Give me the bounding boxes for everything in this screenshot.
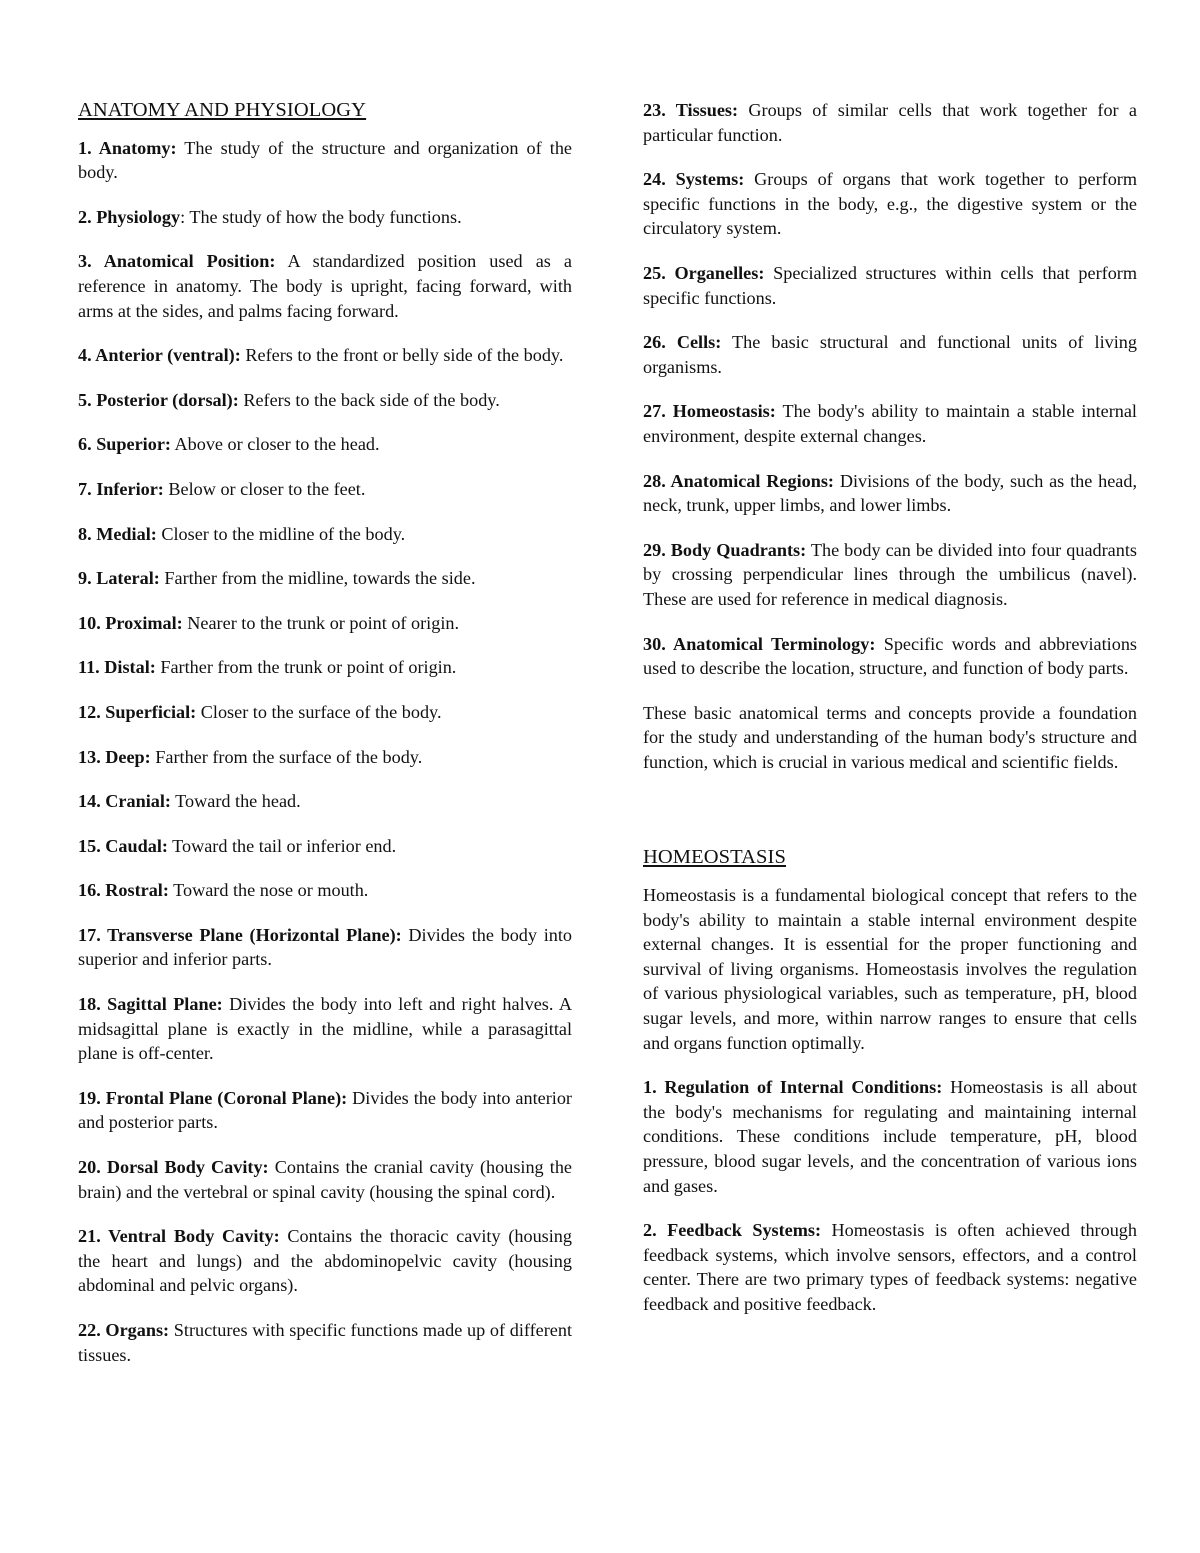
definition-entry: [78, 700, 572, 725]
term-label: 11. Distal:: [78, 657, 156, 678]
definition-entry: [78, 136, 572, 185]
term-label: 16. Rostral:: [78, 880, 169, 901]
term-label: 21. Ventral Body Cavity:: [78, 1226, 280, 1247]
right-column: [643, 98, 1137, 1337]
definition-entry: [78, 923, 572, 972]
definition-entry: [78, 878, 572, 903]
term-definition: Groups of organs that work together to perform specific functions in the body, e.g., the digestive system or the circulatory system.: [643, 169, 1137, 239]
term-label: 27. Homeostasis:: [643, 401, 776, 422]
definition-entry: [78, 205, 572, 230]
term-label: 4. Anterior (ventral):: [78, 345, 241, 366]
closing-paragraph: These basic anatomical terms and concepts provide a foundation for the study and understanding of the human body's structure and function, which is crucial in various medical and scientific fields.: [643, 702, 1137, 772]
term-list-right: [643, 98, 1137, 681]
homeostasis-item-list: [643, 1075, 1137, 1316]
definition-entry: [78, 432, 572, 457]
definition-entry: [78, 834, 572, 859]
definition-entry: [643, 469, 1137, 518]
section-heading-homeostasis: HOMEOSTASIS: [643, 846, 786, 869]
term-definition: Nearer to the trunk or point of origin.: [182, 612, 460, 633]
term-definition: Closer to the surface of the body.: [196, 701, 442, 722]
term-definition: Divides the body into anterior and posterior parts.: [78, 1087, 572, 1133]
term-label: 1. Anatomy:: [78, 137, 177, 158]
homeostasis-intro: Homeostasis is a fundamental biological concept that refers to the body's ability to maintain a stable internal environment despite external changes. It is essential for the proper functioning and survival of living organisms. Homeostasis involves the regulation of various physiological variables, such as temperature, pH, blood sugar levels, and more, within narrow ranges to ensure that cells and organs function optimally.: [643, 885, 1137, 1053]
term-label: 20. Dorsal Body Cavity:: [78, 1157, 269, 1178]
term-label: 15. Caudal:: [78, 835, 168, 856]
term-definition: : The study of how the body functions.: [180, 206, 462, 227]
term-definition: The study of the structure and organization of the body.: [78, 137, 572, 183]
section-heading-anatomy: ANATOMY AND PHYSIOLOGY: [78, 99, 367, 121]
definition-entry: [643, 167, 1137, 241]
term-label: 7. Inferior:: [78, 478, 164, 499]
definition-entry: [78, 611, 572, 636]
term-definition: Above or closer to the head.: [170, 434, 380, 455]
term-definition: Refers to the back side of the body.: [238, 389, 500, 410]
term-definition: Farther from the midline, towards the side.: [159, 568, 476, 589]
term-label: 14. Cranial:: [78, 791, 171, 812]
term-definition: Specialized structures within cells that perform specific functions.: [643, 262, 1137, 308]
definition-entry: [78, 1318, 572, 1367]
term-definition: Refers to the front or belly side of the body.: [240, 345, 564, 366]
term-definition: Structures with specific functions made up of different tissues.: [78, 1320, 572, 1365]
definition-entry: [78, 388, 572, 413]
definition-entry: [78, 1086, 572, 1135]
term-label: 8. Medial:: [78, 523, 157, 544]
definition-entry: [643, 261, 1137, 310]
term-label: 3. Anatomical Position:: [78, 251, 276, 272]
term-definition: Toward the tail or inferior end.: [167, 835, 397, 856]
term-label: 1. Regulation of Internal Conditions:: [643, 1077, 943, 1098]
definition-entry: [78, 343, 572, 368]
term-definition: The body's ability to maintain a stable internal environment, despite external changes.: [643, 401, 1137, 446]
section-gap: [643, 794, 1137, 845]
definition-entry: [643, 98, 1137, 147]
term-label: 29. Body Quadrants:: [643, 539, 807, 560]
definition-entry: [78, 249, 572, 323]
definition-entry: [643, 1218, 1137, 1316]
term-label: 2. Feedback Systems:: [643, 1220, 822, 1241]
term-label: 28. Anatomical Regions:: [643, 470, 834, 491]
term-definition: Toward the nose or mouth.: [168, 880, 369, 901]
term-definition: Farther from the trunk or point of origin.: [155, 657, 457, 678]
definition-entry: [643, 632, 1137, 681]
term-definition: Homeostasis is often achieved through feedback systems, which involve sensors, effectors, and a control center. There are two primary types of feedback systems: negative feedback and positive feedback.: [643, 1220, 1137, 1314]
term-label: 25. Organelles:: [643, 262, 765, 283]
term-definition: The body can be divided into four quadrants by crossing perpendicular lines through the umbilicus (navel). These are used for reference in medical diagnosis.: [643, 539, 1137, 609]
term-label: 18. Sagittal Plane:: [78, 994, 223, 1015]
definition-entry: [78, 789, 572, 814]
term-label: 10. Proximal:: [78, 612, 183, 633]
term-label: 24. Systems:: [643, 169, 745, 190]
definition-entry: [643, 330, 1137, 379]
definition-entry: [78, 566, 572, 591]
term-label: 23. Tissues:: [643, 100, 739, 120]
term-definition: Contains the thoracic cavity (housing the heart and lungs) and the abdominopelvic cavity (housing abdominal and pelvic organs).: [78, 1226, 572, 1296]
term-definition: Divides the body into superior and inferior parts.: [78, 924, 572, 970]
term-definition: Below or closer to the feet.: [163, 478, 366, 499]
term-label: 26. Cells:: [643, 332, 722, 353]
definition-entry: [78, 1155, 572, 1204]
term-definition: Toward the head.: [170, 791, 301, 812]
left-column: [78, 98, 572, 1387]
definition-entry: [643, 399, 1137, 448]
term-label: 6. Superior:: [78, 434, 171, 455]
term-definition: Divides the body into left and right halves. A midsagittal plane is exactly in the midline, while a parasagittal plane is off-center.: [78, 994, 572, 1064]
term-label: 2. Physiology: [78, 206, 181, 227]
term-list-left: [78, 136, 572, 1368]
definition-entry: [78, 992, 572, 1066]
term-definition: Contains the cranial cavity (housing the brain) and the vertebral or spinal cavity (housing the spinal cord).: [78, 1157, 572, 1202]
term-definition: Groups of similar cells that work together for a particular function.: [643, 100, 1137, 145]
definition-entry: [78, 655, 572, 680]
term-definition: Specific words and abbreviations used to describe the location, structure, and function of body parts.: [643, 633, 1137, 679]
definition-entry: [643, 1075, 1137, 1198]
term-label: 9. Lateral:: [78, 568, 160, 589]
definition-entry: [78, 745, 572, 770]
term-definition: Farther from the surface of the body.: [150, 746, 423, 767]
term-definition: Homeostasis is all about the body's mechanisms for regulating and maintaining internal conditions. These conditions include temperature, pH, blood pressure, blood sugar levels, and the concentration of various ions and gases.: [643, 1077, 1137, 1196]
term-definition: Divisions of the body, such as the head, neck, trunk, upper limbs, and lower limbs.: [643, 470, 1138, 516]
definition-entry: [643, 538, 1137, 612]
term-definition: A standardized position used as a reference in anatomy. The body is upright, facing forward, with arms at the sides, and palms facing forward.: [78, 251, 572, 321]
term-label: 5. Posterior (dorsal):: [78, 389, 239, 410]
term-label: 30. Anatomical Terminology:: [643, 633, 876, 654]
term-definition: The basic structural and functional units of living organisms.: [643, 332, 1137, 377]
term-definition: Closer to the midline of the body.: [156, 523, 406, 544]
term-label: 13. Deep:: [78, 746, 151, 767]
term-label: 19. Frontal Plane (Coronal Plane):: [78, 1087, 348, 1108]
term-label: 17. Transverse Plane (Horizontal Plane):: [78, 924, 402, 945]
definition-entry: [78, 477, 572, 502]
definition-entry: [78, 522, 572, 547]
definition-entry: [78, 1224, 572, 1298]
term-label: 12. Superficial:: [78, 701, 197, 722]
term-label: 22. Organs:: [78, 1320, 170, 1340]
